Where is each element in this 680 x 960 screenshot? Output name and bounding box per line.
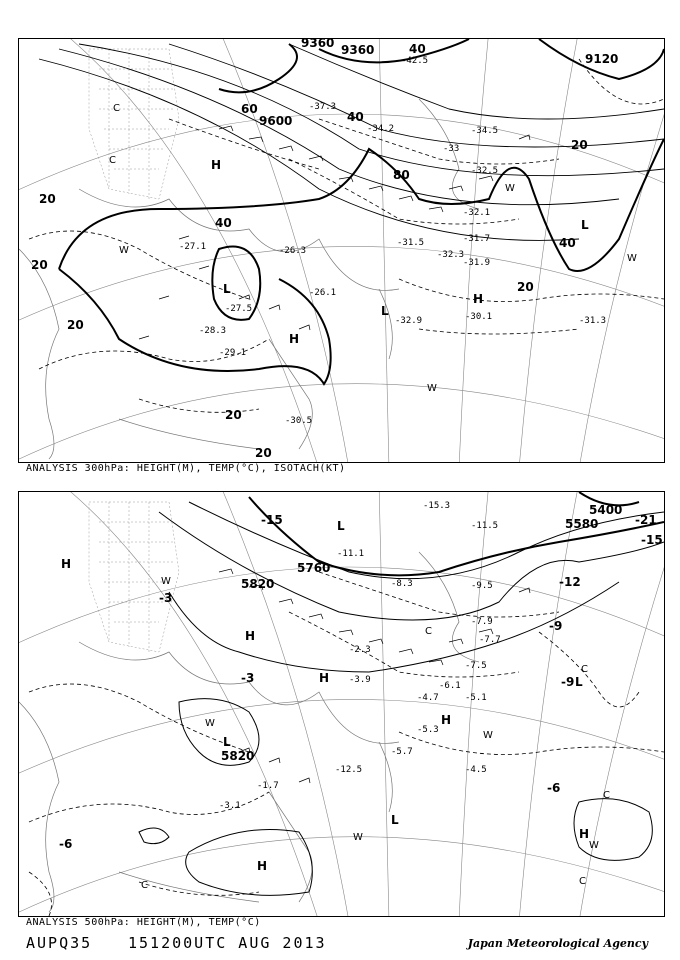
- isotach-label: 20: [517, 280, 534, 294]
- temp-contour-label: -12: [559, 575, 581, 589]
- temp-value: -28.3: [199, 326, 227, 336]
- temp-value: -6.1: [439, 681, 461, 691]
- height-label: 9600: [259, 114, 293, 128]
- warm-marker: W: [353, 832, 363, 843]
- height-label: 9360: [341, 43, 375, 57]
- isotach-label: 40: [215, 216, 232, 230]
- temp-value: -37.3: [309, 102, 337, 112]
- temp-value: -7.5: [465, 661, 487, 671]
- warm-marker: W: [589, 840, 599, 851]
- temp-value: -4.7: [417, 693, 439, 703]
- isotach-label: 60: [241, 102, 258, 116]
- temp-value: -7.7: [479, 635, 501, 645]
- temp-value: -26.3: [279, 246, 307, 256]
- temp-value: -27.1: [179, 242, 207, 252]
- temp-value: -11.1: [337, 549, 365, 559]
- warm-marker: W: [427, 383, 437, 394]
- temp-value: -26.1: [309, 288, 337, 298]
- isotach-label: 80: [393, 168, 410, 182]
- high-marker: H: [61, 557, 72, 571]
- warm-marker: W: [161, 576, 171, 587]
- cold-marker: C: [109, 155, 116, 166]
- product-id: AUPQ35: [26, 934, 93, 952]
- cold-marker: C: [113, 103, 120, 114]
- cold-marker: C: [141, 880, 148, 891]
- isotachs: [59, 39, 664, 384]
- temp-value: -5.7: [391, 747, 413, 757]
- high-marker: H: [319, 671, 330, 685]
- isotach-label: 40: [347, 110, 364, 124]
- caption-500hpa: ANALYSIS 500hPa: HEIGHT(M), TEMP(°C): [26, 917, 261, 928]
- high-marker: H: [257, 859, 268, 873]
- temp-value: -1.7: [257, 781, 279, 791]
- temp-contour-label: -3: [159, 591, 173, 605]
- temp-contour-label: -15: [641, 533, 663, 547]
- cold-marker: C: [603, 790, 610, 801]
- temp-value: -9.5: [471, 581, 493, 591]
- analysis-500hpa-map: [18, 491, 665, 917]
- temp-contour-label: -9: [549, 619, 563, 633]
- height-label: 5820: [241, 577, 275, 591]
- caption-300hpa: ANALYSIS 300hPa: HEIGHT(M), TEMP(°C), ISOTACH(KT): [26, 463, 346, 474]
- height-label: 9360: [301, 39, 335, 50]
- low-marker: L: [223, 282, 231, 296]
- isotach-label: 20: [255, 446, 272, 460]
- isotach-label: 20: [31, 258, 48, 272]
- cold-marker: C: [579, 876, 586, 887]
- temp-contour-label: -21: [635, 513, 657, 527]
- temp-contour-label: -6: [59, 837, 73, 851]
- temp-value: -32.3: [437, 250, 465, 260]
- temp-value: -32.5: [471, 166, 499, 176]
- high-marker: H: [473, 292, 484, 306]
- temp-value: -27.5: [225, 304, 253, 314]
- isotach-label: 40: [409, 42, 426, 56]
- low-marker: L: [391, 813, 399, 827]
- temp-value: -3.1: [219, 801, 241, 811]
- temp-contour-label: -9: [561, 675, 575, 689]
- temp-value: -8.3: [391, 579, 413, 589]
- warm-marker: W: [205, 718, 215, 729]
- temp-value: -3.9: [349, 675, 371, 685]
- temp-value: -32.9: [395, 316, 423, 326]
- high-marker: H: [211, 158, 222, 172]
- height-label: 5760: [297, 561, 331, 575]
- map-500hpa-svg: [19, 492, 664, 916]
- isotach-label: 40: [559, 236, 576, 250]
- height-label: 5820: [221, 749, 255, 763]
- temp-value: -12.5: [335, 765, 363, 775]
- temp-value: -7.9: [471, 617, 493, 627]
- warm-marker: W: [483, 730, 493, 741]
- temp-value: -11.5: [471, 521, 499, 531]
- analysis-300hpa-map: [18, 38, 665, 463]
- warm-marker: W: [505, 183, 515, 194]
- isotach-label: 20: [571, 138, 588, 152]
- temp-value: -4.5: [465, 765, 487, 775]
- temp-value: -42.5: [401, 56, 429, 66]
- temp-contour-label: -15: [261, 513, 283, 527]
- coastlines: [19, 99, 479, 459]
- temp-value: -32.1: [463, 208, 491, 218]
- isotach-label: 20: [39, 192, 56, 206]
- isotach-label: 20: [225, 408, 242, 422]
- temp-value: -5.3: [417, 725, 439, 735]
- temp-value: -30.5: [285, 416, 313, 426]
- low-marker: L: [575, 675, 583, 689]
- high-marker: H: [245, 629, 256, 643]
- temp-value: -31.3: [579, 316, 607, 326]
- temp-value: -33: [443, 144, 460, 154]
- low-marker: L: [581, 218, 589, 232]
- temp-value: -31.5: [397, 238, 425, 248]
- height-label: 9120: [585, 52, 619, 66]
- valid-time: 151200UTC AUG 2013: [128, 934, 327, 952]
- cold-marker: C: [425, 626, 432, 637]
- high-marker: H: [289, 332, 300, 346]
- temp-value: -31.7: [463, 234, 491, 244]
- terrain-hatching: [89, 49, 179, 199]
- agency-credit: Japan Meteorological Agency: [467, 937, 648, 950]
- temp-value: -34.5: [471, 126, 499, 136]
- height-label: 5580: [565, 517, 599, 531]
- cold-marker: C: [581, 664, 588, 675]
- isotherms: [29, 572, 664, 916]
- map-300hpa-svg: [19, 39, 664, 462]
- temp-contour-label: -6: [547, 781, 561, 795]
- temp-value: -5.1: [465, 693, 487, 703]
- temp-contour-label: -3: [241, 671, 255, 685]
- temp-value: -30.1: [465, 312, 493, 322]
- high-marker: H: [441, 713, 452, 727]
- temp-value: -31.9: [463, 258, 491, 268]
- warm-marker: W: [627, 253, 637, 264]
- low-marker: L: [381, 304, 389, 318]
- height-label: 5400: [589, 503, 623, 517]
- coastlines: [19, 552, 479, 912]
- isotach-label: 20: [67, 318, 84, 332]
- low-marker: L: [223, 735, 231, 749]
- temp-value: -2.3: [349, 645, 371, 655]
- temp-value: -29.1: [219, 348, 247, 358]
- wind-barbs: [139, 126, 530, 339]
- low-marker: L: [337, 519, 345, 533]
- temp-value: -34.2: [367, 124, 395, 134]
- temp-value: -15.3: [423, 501, 451, 511]
- warm-marker: W: [119, 245, 129, 256]
- high-marker: H: [579, 827, 590, 841]
